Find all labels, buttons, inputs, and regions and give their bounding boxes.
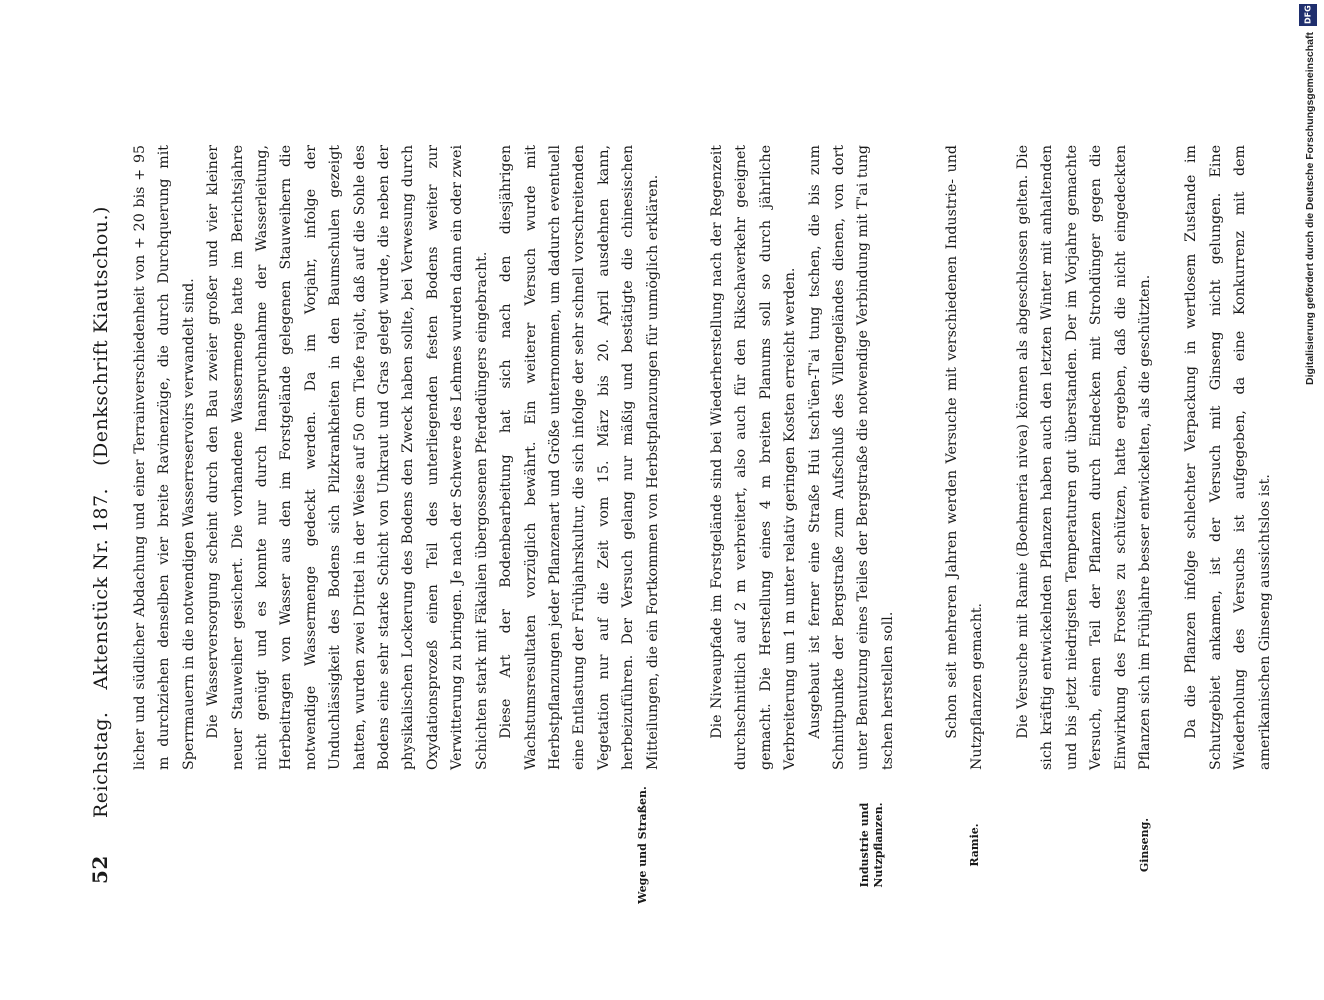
paragraph: Die Niveaupfade im Forstgelände sind bei Wiederherstellung nach der Regenzeit durchschnittlich auf 2 m verbreitert, also auch für den Rikschaverkehr geeignet gemacht. Die Herstellung eines 4 m breiten Planums soll so durch jährliche Verbreiterung um 1 m unter relativ geringen Kosten erreicht werden.: [708, 145, 799, 770]
paragraph: Die Wasserversorgung scheint durch den Bau zweier großer und vier kleiner neuer Stauweiher gesichert. Die vorhandene Wassermenge hatte im Berichtsjahre nicht genügt und es konnte nur durch Inanspruchnahme der Wasserleitung, Herbeitragen von Wasser aus den im Forstgelände gelegenen Stauweihern die notwendige Wassermenge gedeckt werden. Da im Vorjahr, infolge der Unduchlässigkeit des Bodens sich Pilzkrankheiten in den Baumschulen gezeigt hatten, wurden zwei Drittel in der Weise auf 50 cm Tiefe rajolt, daß auf die Sohle des Bodens eine sehr starke Schicht von Unkraut und Gras gelegt wurde, die neben der physikalischen Lockerung des Bodens den Zweck haben sollte, bei Verwesung durch Oxydationsprozeß einen Teil des unterliegenden festen Bodens weiter zur Verwitterung zu bringen. Je nach der Schwere des Lehmes wurden dann ein oder zwei Schichten stark mit Fäkalien übergossenen Pferdedüngers eingebracht.: [205, 145, 490, 770]
page-header: [88, 124, 112, 884]
header-left: Reichstag.: [90, 711, 112, 818]
margin-note-wege: Wege und Straßen.: [636, 786, 649, 904]
paragraph: licher und südlicher Abdachung und einer Terrainverschiedenheit von + 20 bis + 95 m durchziehen denselben vier breite Ravinenzüge, die durch Durchquerung mit Sperrmauern in die notwendigen Wasserreservoirs verwandelt sind.: [132, 145, 197, 770]
paragraph: Die Versuche mit Ramie (Boehmeria nivea) können als abgeschlossen gelten. Die sich kräftig entwickelnden Pflanzen haben auch den letzten Winter mit anhaltenden und bis jetzt niedrigsten Temperaturen gut überstanden. Der im Vorjahre gemachte Versuch, einen Teil der Pflanzen durch Eindecken mit Strohdünger gegen die Einwirkung des Frostes zu schützen, hatte ergeben, daß die nicht eingedeckten Pflanzen sich im Frühjahre besser entwickelten, als die geschützten.: [1015, 145, 1154, 770]
watermark-text: Digitalisierung gefördert durch die Deutsche Forschungsgemeinschaft: [1304, 32, 1316, 385]
page-number: 52: [88, 855, 112, 884]
dfg-logo: DFG: [1299, 4, 1317, 26]
paragraph: Da die Pflanzen infolge schlechter Verpackung in wertlosem Zustande im Schutzgebiet ankamen, ist der Versuch mit Ginseng nicht gelungen. Eine Wiederholung des Versuchs ist aufgegeben, da eine Konkurrenz mit dem amerikanischen Ginseng aussichtslos ist.: [1183, 145, 1273, 770]
margin-note-ramie: Ramie.: [968, 823, 981, 867]
header-center: Aktenstück Nr. 187.: [90, 487, 112, 690]
header-right: (Denkschrift Kiautschou.): [90, 206, 112, 466]
margin-note-ginseng: Ginseng.: [1138, 817, 1151, 873]
paragraph: Diese Art der Bodenbearbeitung hat sich nach den diesjährigen Wachstumsresultaten vorzüglich bewährt. Ein weiterer Versuch wurde mit Herbstpflanzungen jeder Pflanzenart und Größe unternommen, um dadurch eventuell eine Entlastung der Frühjahrskultur, die sich infolge der sehr schnell vorschreitenden Vegetation nur auf die Zeit vom 15. März bis 20. April ausdehnen kann, herbeizuführen. Der Versuch gelang nur mäßig und bestätigte die chinesischen Mitteilungen, die ein Fortkommen von Herbstpflanzungen für unmöglich erklären.: [498, 145, 661, 770]
margin-note-industrie: Industrie und Nutzpflanzen.: [858, 802, 885, 888]
digitization-watermark: [1298, 4, 1318, 396]
paragraph: Ausgebaut ist ferner eine Straße Hui tsch'üen-T'ai tung tschen, die bis zum Schnittpunkte der Bergstraße zum Aufschluß des Villengeländes dienen, von dort unter Benutzung eines Teiles der Bergstraße die notwendige Verbindung mit T'ai tung tschen herstellen soll.: [806, 145, 896, 770]
paragraph: Schon seit mehreren Jahren werden Versuche mit verschiedenen Industrie- und Nutzpflanzen gemacht.: [944, 145, 985, 770]
body-text: [128, 145, 1277, 770]
